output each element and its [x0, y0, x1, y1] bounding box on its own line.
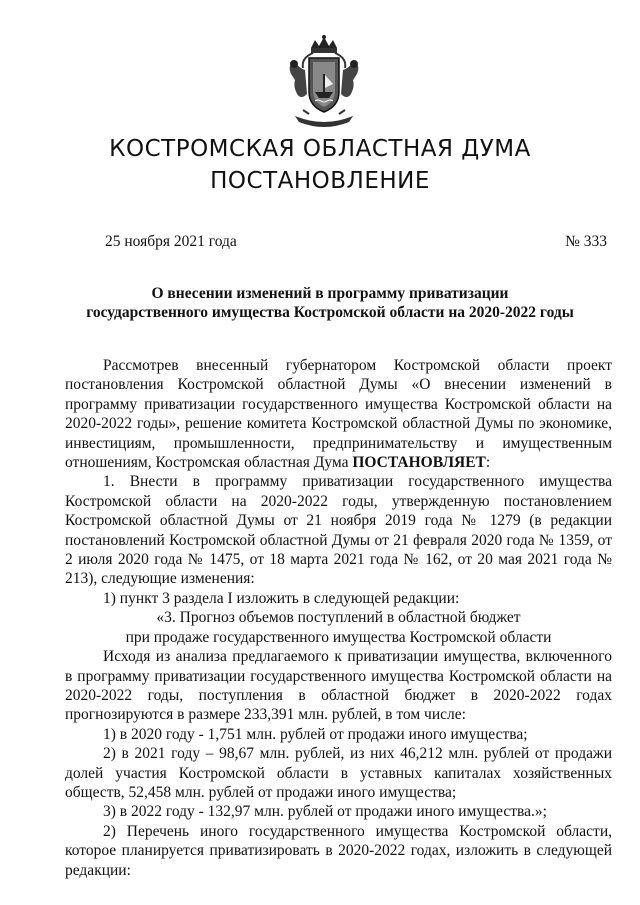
- forecast-2021: 2) в 2021 году – 98,67 млн. рублей, из них 46,212 млн. рублей от продажи долей участия Костромской области в уставных капиталах хозяйственных обществ, 52,458 млн. рублей от продажи иного имущества;: [65, 745, 612, 801]
- document-date: 25 ноября 2021 года: [105, 233, 237, 250]
- document-type: ПОСТАНОВЛЕНИЕ: [210, 168, 430, 194]
- resolves-keyword: ПОСТАНОВЛЯЕТ: [352, 454, 486, 472]
- preamble-colon: :: [485, 454, 491, 472]
- document-number: № 333: [565, 233, 607, 250]
- subitem-1-paragraph: 1) пункт 3 раздела I изложить в следующей редакции:: [103, 589, 460, 607]
- coat-of-arms-icon: [283, 34, 365, 134]
- forecast-2020: 1) в 2020 году - 1,751 млн. рублей от продажи иного имущества;: [103, 725, 528, 743]
- forecast-paragraph: Исходя из анализа предлагаемого к приватизации имущества, включенного в программу приватизации государственного имущества Костромской области на 2020-2022 годы, поступления в областной бюджет в 2020-2022 годах прогнозируются в размере 233,391 млн. рублей, в том числе:: [65, 648, 612, 724]
- title-line-2: государственного имущества Костромской области на 2020-2022 годы: [86, 304, 574, 321]
- document-body: [65, 356, 612, 880]
- preamble-text: Рассмотрев внесенный губернатором Костромской области проект постановления Костромской областной Думы «О внесении изменений в программу приватизации государственного имущества Костромской области на 2020-2022 годы», решение комитета Костромской областной Думы по экономике, инвестициям, промышленности, предпринимательству и имущественным отношениям, Костромская областная Дума: [65, 357, 612, 472]
- subitem-2-paragraph: 2) Перечень иного государственного имущества Костромской области, которое планируется приватизировать в 2020-2022 годах, изложить в следующей редакции:: [65, 822, 612, 879]
- item-1-paragraph: 1. Внести в программу приватизации государственного имущества Костромской области на 2020-2022 годы, утвержденную постановлением Костромской областной Думы от 21 ноября 2019 года № 1279 (в редакции постановлений Костромской областной Думы от 21 февраля 2020 года № 1359, от 2 июля 2020 года № 1475, от 18 марта 2021 года № 162, от 20 мая 2021 года № 213), следующие изменения:: [65, 473, 612, 588]
- section-heading-line-2: при продаже государственного имущества Костромской области: [125, 628, 552, 646]
- document-title: [60, 284, 600, 322]
- forecast-2022: 3) в 2022 году - 132,97 млн. рублей от продажи иного имущества.»;: [103, 803, 547, 821]
- section-heading-line-1: «3. Прогноз объемов поступлений в областной бюджет: [156, 609, 521, 627]
- title-line-1: О внесении изменений в программу приватизации: [151, 285, 509, 302]
- preamble-paragraph: [65, 356, 612, 472]
- organization-name: КОСТРОМСКАЯ ОБЛАСТНАЯ ДУМА: [109, 136, 531, 162]
